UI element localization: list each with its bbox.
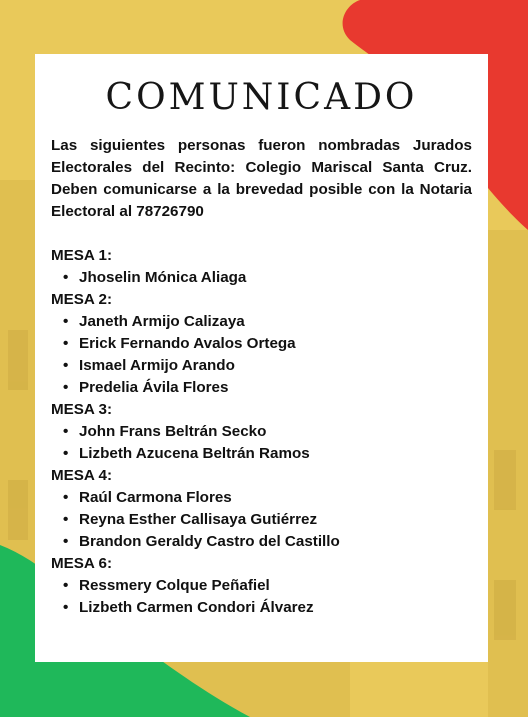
mesa-members-list <box>51 487 472 553</box>
member-name: Predelia Ávila Flores <box>79 379 229 396</box>
member-name: Ismael Armijo Arando <box>79 357 235 374</box>
mesa-label: MESA 3: <box>51 401 113 418</box>
bullet-icon: • <box>63 533 69 550</box>
bullet-icon: • <box>63 313 69 330</box>
list-item <box>61 575 472 597</box>
bullet-icon: • <box>63 489 69 506</box>
member-name: John Frans Beltrán Secko <box>79 423 267 440</box>
page-title: COMUNICADO <box>105 77 418 118</box>
bullet-icon: • <box>63 577 69 594</box>
intro-paragraph: Las siguientes personas fueron nombradas Jurados Electorales del Recinto: Colegio Mariscal Santa Cruz. Deben comunicarse a la brevedad posible con la Notaria Electoral al 78726790 <box>51 137 472 220</box>
bullet-icon: • <box>63 445 69 462</box>
list-item <box>61 531 472 553</box>
mesa-label: MESA 1: <box>51 247 113 264</box>
bullet-icon: • <box>63 379 69 396</box>
list-item <box>61 333 472 355</box>
mesa-members-list <box>51 267 472 289</box>
member-name: Lizbeth Carmen Condori Álvarez <box>79 599 314 616</box>
member-name: Janeth Armijo Calizaya <box>79 313 245 330</box>
member-name: Jhoselin Mónica Aliaga <box>79 269 247 286</box>
bullet-icon: • <box>63 511 69 528</box>
announcement-card <box>35 54 488 662</box>
list-item <box>61 355 472 377</box>
mesa-label: MESA 6: <box>51 555 113 572</box>
member-name: Reyna Esther Callisaya Gutiérrez <box>79 511 318 528</box>
list-item <box>61 421 472 443</box>
mesa-members-list <box>51 421 472 465</box>
bullet-icon: • <box>63 357 69 374</box>
member-name: Raúl Carmona Flores <box>79 489 232 506</box>
member-name: Ressmery Colque Peñafiel <box>79 577 270 594</box>
mesa-members-list <box>51 311 472 399</box>
member-name: Erick Fernando Avalos Ortega <box>79 335 296 352</box>
mesa-label: MESA 2: <box>51 291 113 308</box>
member-name: Brandon Geraldy Castro del Castillo <box>79 533 340 550</box>
list-item <box>61 487 472 509</box>
bullet-icon: • <box>63 423 69 440</box>
mesa-members-list <box>51 575 472 619</box>
bullet-icon: • <box>63 335 69 352</box>
list-item <box>61 597 472 619</box>
list-item <box>61 267 472 289</box>
bullet-icon: • <box>63 269 69 286</box>
mesa-list <box>51 245 472 619</box>
list-item <box>61 509 472 531</box>
list-item <box>61 443 472 465</box>
list-item <box>61 377 472 399</box>
list-item <box>61 311 472 333</box>
bullet-icon: • <box>63 599 69 616</box>
mesa-label: MESA 4: <box>51 467 113 484</box>
member-name: Lizbeth Azucena Beltrán Ramos <box>79 445 310 462</box>
